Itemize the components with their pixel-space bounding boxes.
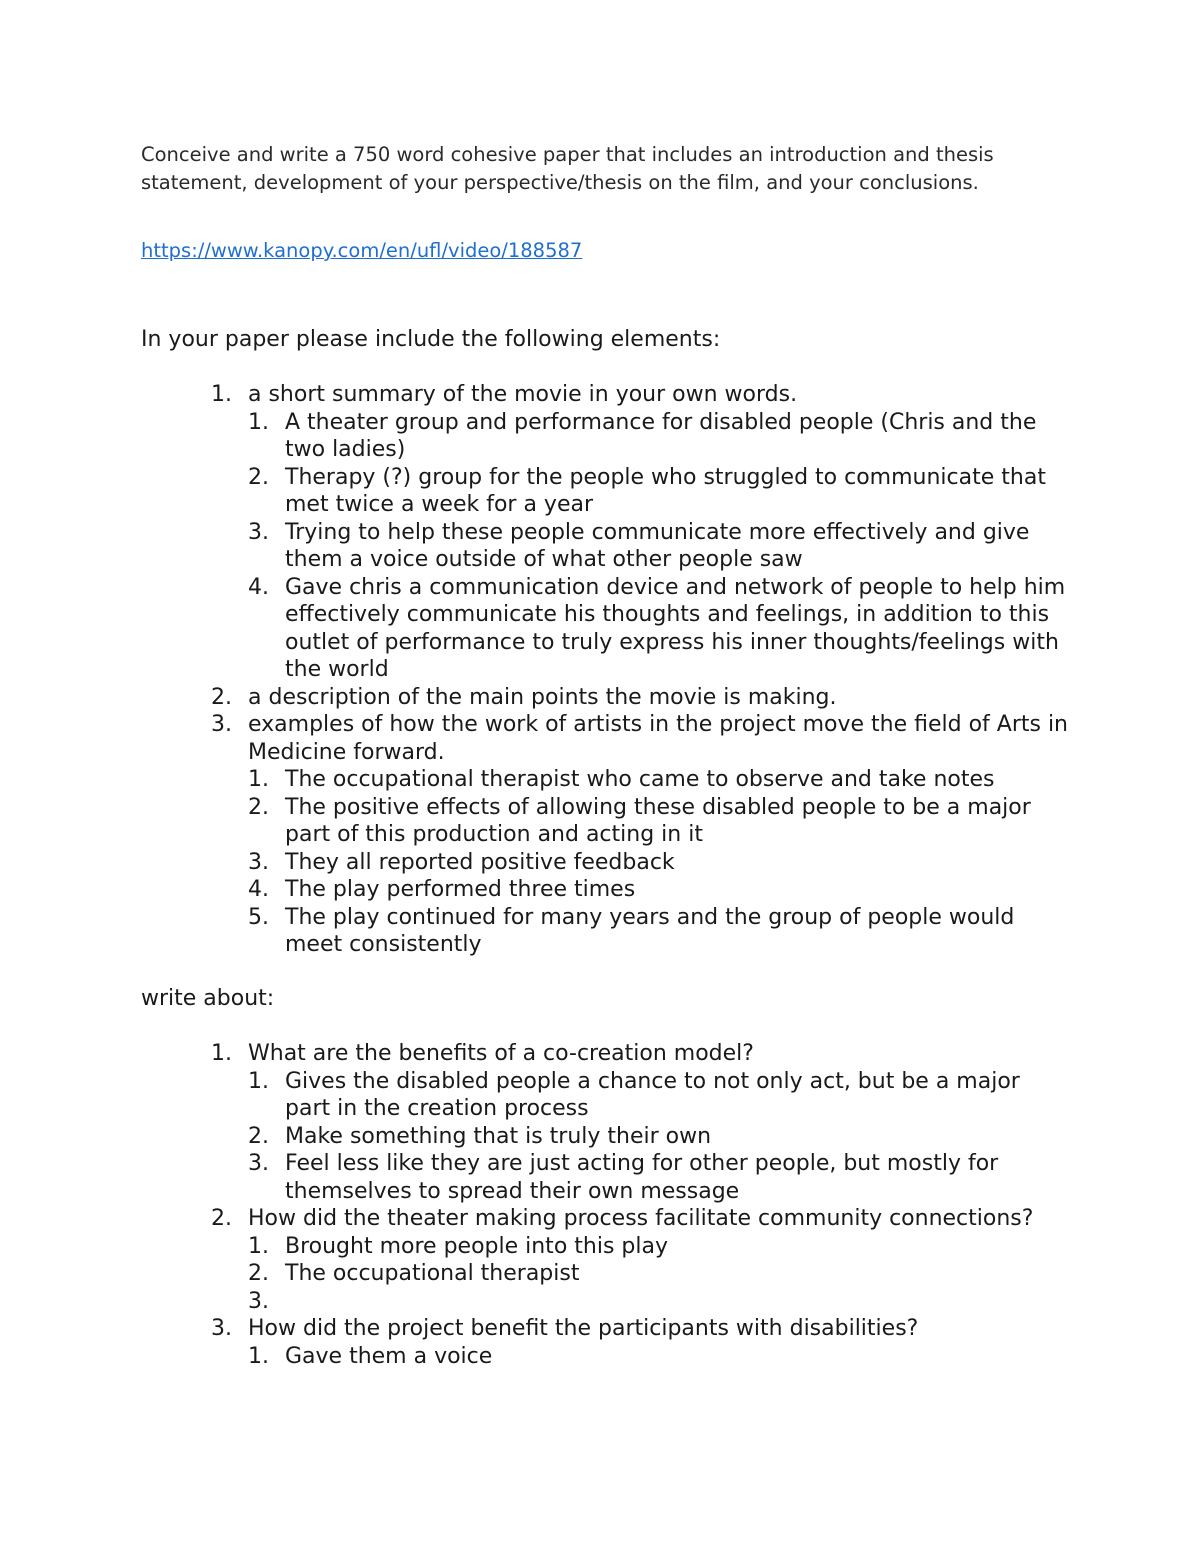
list-number: 2. bbox=[248, 794, 269, 820]
elements-list bbox=[211, 381, 1071, 959]
list-item bbox=[211, 1315, 1071, 1370]
list-item-text bbox=[285, 1289, 292, 1314]
list-number: 2. bbox=[248, 464, 269, 490]
sublist-item bbox=[248, 766, 1071, 794]
list-item bbox=[211, 381, 1071, 684]
kanopy-video-link[interactable]: https://www.kanopy.com/en/ufl/video/188587 bbox=[141, 239, 583, 262]
list-item-text: Gave chris a communication device and network of people to help him effectively communicate his thoughts and feelings, in addition to this outlet of performance to truly express his inner thoughts/feelings with the world bbox=[285, 574, 1066, 682]
list-item-text: Brought more people into this play bbox=[285, 1233, 668, 1259]
sublist-item bbox=[248, 1260, 1071, 1288]
sublist-item bbox=[248, 876, 1071, 904]
list-item-text: How did the theater making process facilitate community connections? bbox=[248, 1206, 1034, 1231]
list-number: 2. bbox=[248, 1261, 269, 1286]
list-item-text: The play continued for many years and the group of people would meet consistently bbox=[285, 904, 1015, 957]
list-item-text: They all reported positive feedback bbox=[285, 849, 675, 875]
list-number: 3. bbox=[211, 1316, 232, 1341]
sublist-item bbox=[248, 849, 1071, 877]
list-item bbox=[211, 711, 1071, 959]
list-item-text: The positive effects of allowing these disabled people to be a major part of this production and acting in it bbox=[285, 794, 1031, 847]
write-about-heading: write about: bbox=[141, 986, 275, 1011]
list-item-text: The play performed three times bbox=[285, 877, 636, 902]
list-number: 5. bbox=[248, 904, 269, 930]
list-item-text: Feel less like they are just acting for other people, but mostly for themselves to spread their own message bbox=[285, 1151, 999, 1204]
sublist-item bbox=[248, 1123, 1071, 1151]
list-number: 4. bbox=[248, 574, 269, 600]
list-number: 1. bbox=[248, 409, 269, 435]
list-number: 2. bbox=[248, 1123, 269, 1149]
sublist bbox=[248, 1343, 1071, 1371]
list-item bbox=[211, 684, 1071, 712]
list-item-text: Therapy (?) group for the people who struggled to communicate that met twice a week for a year bbox=[285, 464, 1046, 517]
list-item-text: How did the project benefit the participants with disabilities? bbox=[248, 1316, 919, 1341]
list-number: 3. bbox=[211, 712, 232, 737]
list-item bbox=[211, 1205, 1071, 1315]
sublist-item bbox=[248, 1343, 1071, 1371]
list-number: 1. bbox=[248, 1233, 269, 1259]
list-number: 3. bbox=[248, 1288, 269, 1314]
list-item-text: A theater group and performance for disabled people (Chris and the two ladies) bbox=[285, 409, 1037, 462]
intro-paragraph: Conceive and write a 750 word cohesive paper that includes an introduction and thesis statement, development of your perspective/thesis on the film, and your conclusions. bbox=[141, 143, 994, 194]
list-number: 1. bbox=[211, 382, 232, 407]
list-item-text: The occupational therapist bbox=[285, 1261, 580, 1286]
list-number: 1. bbox=[248, 1068, 269, 1094]
list-item-text: Gives the disabled people a chance to not only act, but be a major part in the creation process bbox=[285, 1068, 1020, 1121]
sublist-item bbox=[248, 904, 1071, 959]
sublist-item bbox=[248, 519, 1071, 574]
sublist-item bbox=[248, 1233, 1071, 1261]
list-number: 1. bbox=[248, 1343, 269, 1369]
list-number: 2. bbox=[211, 1206, 232, 1231]
list-number: 2. bbox=[211, 684, 232, 710]
list-number: 3. bbox=[248, 519, 269, 545]
sublist-item bbox=[248, 574, 1071, 684]
sublist-item bbox=[248, 1068, 1071, 1123]
list-item-text: What are the benefits of a co-creation model? bbox=[248, 1041, 754, 1066]
list-item bbox=[211, 1040, 1071, 1205]
list-item-text: examples of how the work of artists in the project move the field of Arts in Medicine forward. bbox=[248, 712, 1068, 765]
sublist-item bbox=[248, 794, 1071, 849]
sublist-item bbox=[248, 409, 1071, 464]
sublist bbox=[248, 409, 1071, 684]
list-item-text: a description of the main points the movie is making. bbox=[248, 684, 837, 710]
list-item-text: a short summary of the movie in your own words. bbox=[248, 382, 798, 407]
list-item-text: Trying to help these people communicate more effectively and give them a voice outside of what other people saw bbox=[285, 519, 1030, 572]
list-item-text: Make something that is truly their own bbox=[285, 1123, 712, 1149]
write-about-list bbox=[211, 1040, 1071, 1370]
list-item-text: The occupational therapist who came to observe and take notes bbox=[285, 767, 995, 792]
sublist-item bbox=[248, 464, 1071, 519]
sublist-item bbox=[248, 1288, 1071, 1316]
elements-heading: In your paper please include the following elements: bbox=[141, 327, 721, 352]
sublist bbox=[248, 1068, 1071, 1206]
list-number: 3. bbox=[248, 1151, 269, 1176]
list-item-text: Gave them a voice bbox=[285, 1343, 493, 1369]
list-number: 1. bbox=[248, 767, 269, 792]
list-number: 1. bbox=[211, 1041, 232, 1066]
sublist bbox=[248, 1233, 1071, 1316]
sublist bbox=[248, 766, 1071, 959]
sublist-item bbox=[248, 1150, 1071, 1205]
list-number: 3. bbox=[248, 849, 269, 875]
list-number: 4. bbox=[248, 877, 269, 902]
